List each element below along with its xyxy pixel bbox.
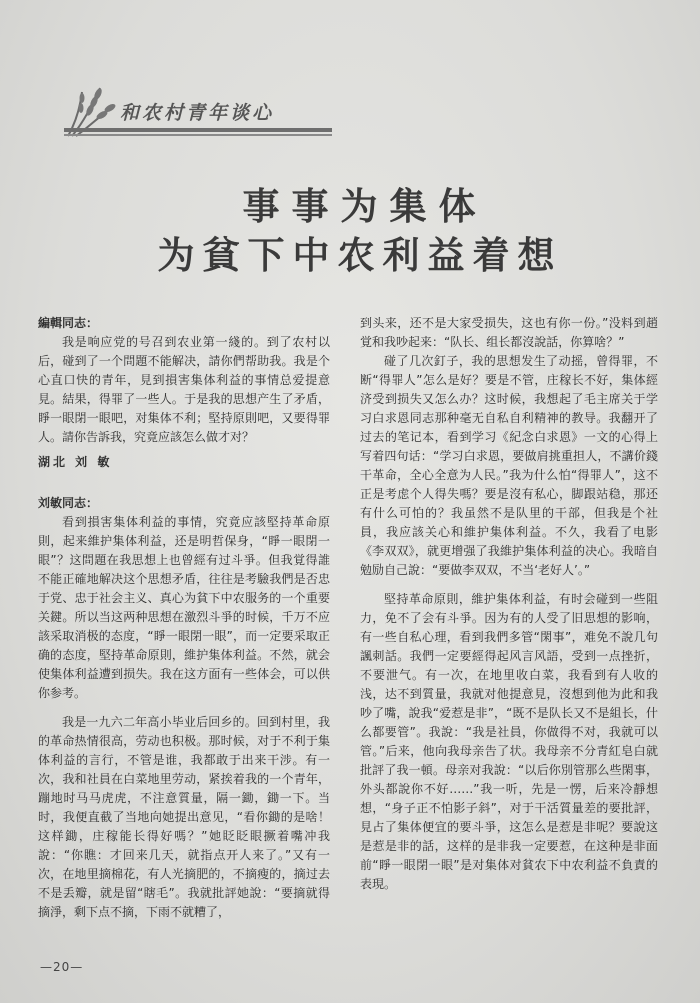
- column-title: 和农村青年谈心: [120, 102, 275, 124]
- reply-salutation: 刘敏同志：: [38, 496, 99, 510]
- page-number: —20—: [40, 960, 84, 974]
- reply-paragraph: 堅持革命原則，維护集体利益，有时会碰到一些阻力，免不了会有斗爭。因为有的人受了旧思想的影响，有一些自私心理，看到我們多管“閑事”，难免不說几句諷刺話。我們一定要經得起风言风語，受到一点挫折，不要泄气。有一次，在地里收白菜，我看到有人收的浅，达不到質量，我就对他提意見，沒想到他为此和我吵了嘴，說我“爱惹是非”，“既不是队长又不是組长，什么都要管”。我說：“我是社員，你做得不对，我就可以管。”后来，他向我母亲告了状。我母亲不分青紅皂白就批評了我一頓。母亲对我說：“以后你別管那么些閑事，外头都說你不好……”我一听，先是一愣，后来冷靜想想，“身子正不怕影子斜”，对于干活質量差的要批評，見占了集体便宜的要斗爭，这怎么是惹是非呢？要說这是惹是非的話，这样的是非我一定要惹，在这种是非面前“睜一眼閉一眼”是对集体对貧农下中农利益不負責的表現。: [360, 592, 658, 891]
- article-headline-line2: 为貧下中农利益着想: [157, 233, 563, 277]
- reply-paragraph: 我是一九六二年高小毕业后回乡的。回到村里，我的革命热情很高，劳动也积极。那时候，对于不利于集体利益的言行，不管是谁，我都敢于出来干涉。有一次，我和社員在白菜地里劳动，紧挨着我的一个青年，蹦地时马马虎虎，不注意質量，隔一鋤，鋤一下。当时，我便直截了当地向她提出意见，“看你鋤的是啥！这样鋤，庄稼能长得好嗎？”她眨眨眼撅着嘴冲我說：“你瞧：才回来几天，就指点开人来了。”又有一次，在地里摘棉花，有人光摘肥的，不摘瘦的，摘过去不是丢瓣，就是留“瞎毛”。我就批評她說：“要摘就得摘淨，剩下点不摘，下雨不就糟了，: [38, 715, 330, 919]
- article-headline-line1: 事事为集体: [242, 184, 488, 228]
- reply-paragraph: 碰了几次釘子，我的思想发生了动摇，曾得罪，不断“得罪人”怎么是好？要是不管，庄稼长不好，集体經济受到损失又怎么办？这时候，我想起了毛主席关于学习白求恩同志那种毫无自私自利精神的教导。我翻开了过去的笔记本，看到学习《紀念白求恩》一文的心得上写着四句话：“学习白求恩，要做肩挑重担人，不講价錢干革命，全心全意为人民。”我为什么怕“得罪人”，这不正是考虑个人得失嗎？要是沒有私心，脚跟站稳，那还有什么可怕的？我虽然不是队里的干部，但我是个社員，我应該关心和維护集体利益。不久，我看了电影《李双双》，就更增强了我維护集体利益的决心。我暗自勉励自己說：“要做李双双，不当‘老好人’。”: [360, 354, 658, 577]
- right-column: [360, 314, 658, 894]
- column-banner: [62, 84, 338, 140]
- left-column: [38, 314, 330, 922]
- reply-paragraph-continued: 到头来，还不是大家受损失，这也有你一份。”没料到趙覚和我吵起来：“队长、组长都沒說話，你算啥？”: [360, 316, 658, 349]
- letter-paragraph: 我是响应党的号召到农业第一綫的。到了农村以后，碰到了一个問題不能解决，請你們帮助我。我是个心直口快的青年，見到損害集体利益的事情总爱提意見。結果，得罪了一些人。于是我的思想产生了矛盾，睜一眼閉一眼吧，对集体不利；堅持原則吧，又要得罪人。請你告訴我，究竟应該怎么做才对？: [38, 335, 330, 444]
- letter-salutation: 編輯同志：: [38, 316, 99, 330]
- letter-signature: 湖北 刘 敏: [38, 455, 113, 469]
- reply-paragraph: 看到損害集体利益的事情，究竟应該堅持革命原則，起来維护集体利益，还是明哲保身，“睜一眼閉一眼”？这問題在我思想上也曾經有过斗爭。但我覚得誰不能正確地解决这个思想矛盾，往往是考驗我們是否忠于党、忠于社会主义、真心为貧下中农服务的一个重要关鍵。所以当这两种思想在激烈斗爭的时候，千万不应該采取消极的态度，“睜一眼閉一眼”，而一定要采取正确的态度，堅持革命原則，維护集体利益。不然，就会使集体利益遭到损失。我在这方面有一些体会，可以供你参考。: [38, 515, 330, 700]
